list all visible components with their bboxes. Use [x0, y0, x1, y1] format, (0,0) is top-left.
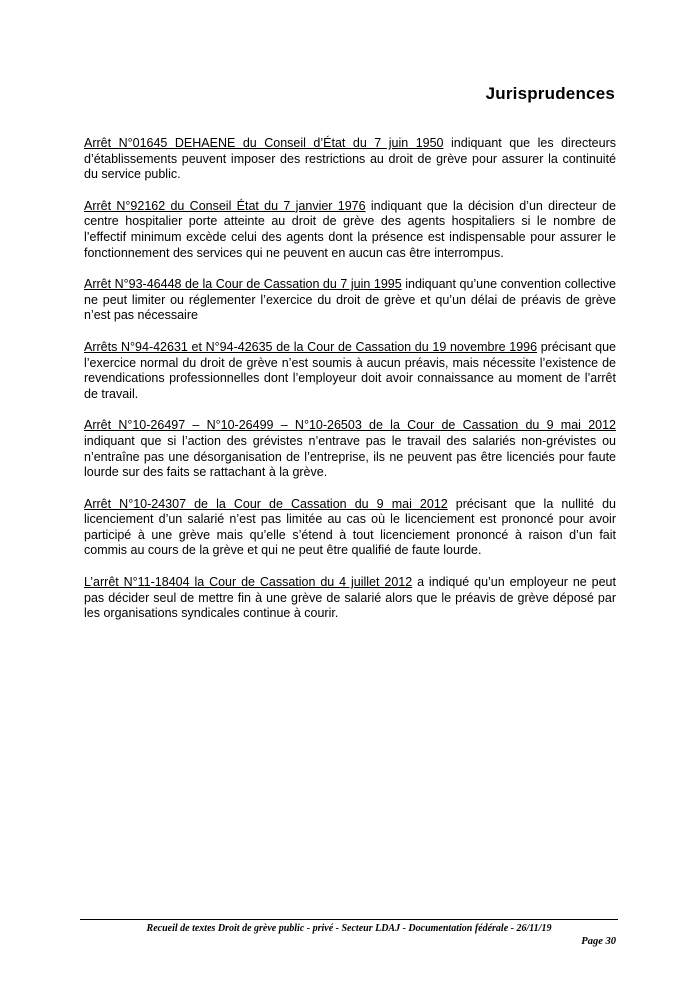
case-summary: indiquant que si l’action des grévistes n’entrave pas le travail des salariés non-grévistes ou n’entraîne pas une désorganisation de l’entreprise, ils ne peuvent pas être licenciés pour faute lourde sur des faits se rattachant à la grève. [84, 433, 616, 480]
case-reference: L’arrêt N°11-18404 la Cour de Cassation du 4 juillet 2012 [84, 575, 413, 590]
jurisprudence-entry [84, 418, 616, 480]
case-summary: a indiqué qu’un employeur ne peut pas décider seul de mettre fin à une grève de salarié alors que le préavis de grève déposé par les organisations syndicales continue à courir. [84, 575, 616, 621]
jurisprudence-entry [84, 497, 616, 559]
case-reference: Arrêt N°92162 du Conseil État du 7 janvier 1976 [84, 198, 366, 213]
case-reference: Arrêt N°93-46448 de la Cour de Cassation du 7 juin 1995 [84, 277, 402, 292]
jurisprudence-entry [84, 199, 616, 261]
case-summary: indiquant qu’une convention collective ne peut limiter ou réglementer l’exercice du droit de grève et qu’un délai de préavis de grève n’est pas nécessaire [84, 277, 616, 323]
footer-text: Recueil de textes Droit de grève public - privé - Secteur LDAJ - Documentation fédérale - 26/11/19 [146, 923, 552, 934]
jurisprudence-entry [84, 136, 616, 183]
case-reference: Arrêt N°10-24307 de la Cour de Cassation du 9 mai 2012 [84, 496, 448, 511]
footer-divider [80, 919, 618, 920]
jurisprudence-entry [84, 340, 616, 402]
case-reference: Arrêt N°10-26497 – N°10-26499 – N°10-26503 de la Cour de Cassation du 9 mai 2012 [84, 418, 616, 433]
case-summary: précisant que l’exercice normal du droit de grève n’est soumis à aucun préavis, mais nécessite l’existence de revendications professionnelles dont l’employeur doit avoir connaissance au moment de l’arrêt de travail. [84, 339, 616, 401]
page-number: Page 30 [581, 936, 616, 947]
jurisprudence-list [84, 136, 616, 638]
case-summary: indiquant que la décision d’un directeur de centre hospitalier porte atteinte au droit de grève des agents hospitaliers si le nombre de l’effectif minimum excède celui des agents dont la présence est indispensable pour assurer le fonctionnement des services qui ne peuvent en aucun cas être interrompus. [84, 198, 616, 260]
page-title: Jurisprudences [485, 84, 615, 103]
jurisprudence-entry [84, 277, 616, 324]
case-reference: Arrêts N°94-42631 et N°94-42635 de la Cour de Cassation du 19 novembre 1996 [84, 339, 538, 354]
case-summary: indiquant que les directeurs d’établissements peuvent imposer des restrictions au droit de grève pour assurer la continuité du service public. [84, 136, 616, 182]
case-summary: précisant que la nullité du licenciement d’un salarié n’est pas limitée au cas où le licenciement est prononcé pour avoir participé à une grève mais qu’elle s’étend à tout licenciement prononcé à raison d’un fait commis au cours de la grève et qui ne peut être qualifié de faute lourde. [84, 496, 616, 558]
case-reference: Arrêt N°01645 DEHAENE du Conseil d’État du 7 juin 1950 [84, 136, 444, 150]
jurisprudence-entry [84, 575, 616, 622]
